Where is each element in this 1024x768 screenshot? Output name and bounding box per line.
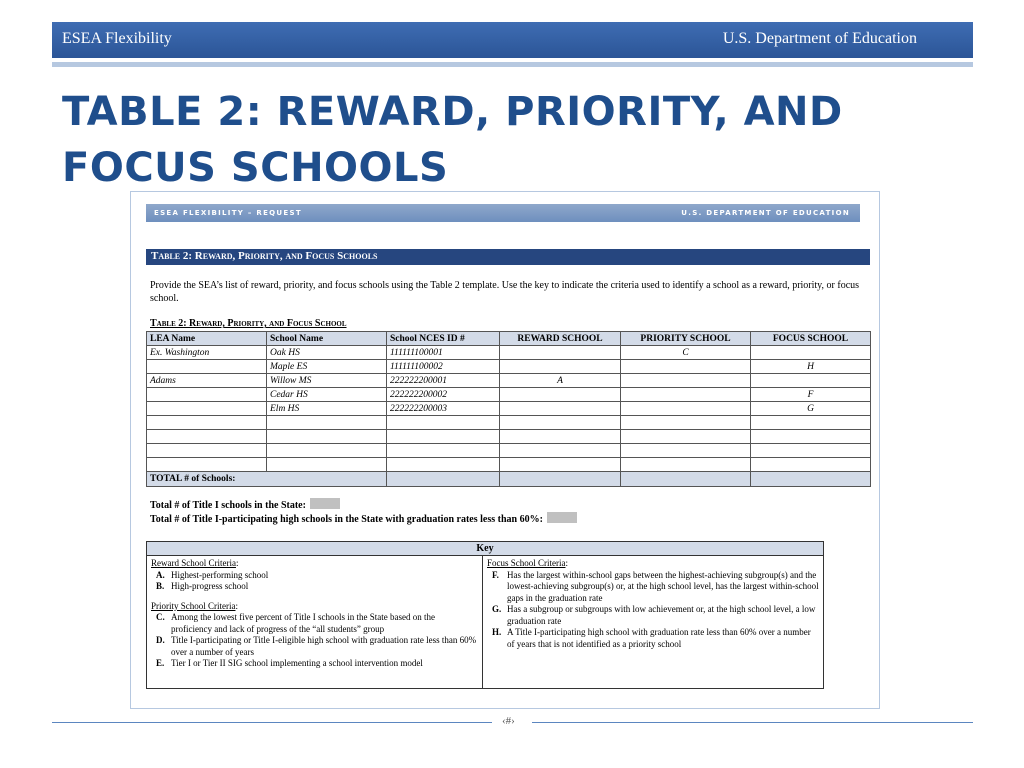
table-cell: F [751,388,871,402]
table-cell [500,458,621,472]
total-title-i-line [150,498,577,512]
table-cell [751,416,871,430]
key-right-column: Focus School Criteria: F. Has the largest within-school gaps between the highest-achieving subgroup(s) and the lowest-achieving subgroup(s) or, at the high school level, has the largest within-school gaps in the graduation rate G. Has a subgroup or subgroups with low achievement or, at the high school level, a low graduation rate H. A Title I-participating high school with graduation rate less than 60% over a number of years that is not identified as a priority school [487,558,819,649]
table-cell [500,416,621,430]
key-box [146,541,824,689]
table-cell [387,430,500,444]
criterion-text: A Title I-participating high school with graduation rate less than 60% over a number of years that is not identified as a priority school [507,627,811,649]
key-criterion [151,570,478,582]
table-cell [147,444,267,458]
table-cell: Maple ES [267,360,387,374]
table-cell: 222222200001 [387,374,500,388]
table-cell [621,430,751,444]
column-header: FOCUS SCHOOL [751,332,871,346]
criterion-letter: D. [156,635,165,645]
footer-line-right [532,722,973,723]
header-left-label: ESEA Flexibility [62,30,172,47]
table-cell [267,444,387,458]
key-criterion [151,658,478,670]
table-cell [621,402,751,416]
focus-criteria-heading: Focus School Criteria [487,558,566,568]
key-left-column: Reward School Criteria: A. Highest-performing school B. High-progress school Priority School Criteria: C. Among the lowest five percent of Title I schools in the State based on the proficiency and lack of progress of the “all students” group D. Title I-participating or Title I-eligible high school with graduation rate less than 60% over a number of years E. Tier I or Tier II SIG school implementing a school intervention model [147,556,483,688]
table-cell [147,416,267,430]
key-criterion [487,570,819,605]
table-cell: C [621,346,751,360]
criterion-letter: C. [156,612,165,622]
table-cell [621,458,751,472]
table-cell: Oak HS [267,346,387,360]
totals-block [150,498,577,526]
table-cell [500,430,621,444]
table-cell: Willow MS [267,374,387,388]
table-cell [267,416,387,430]
blank-field [310,498,340,509]
table-cell: 111111100002 [387,360,500,374]
table-row [147,444,871,458]
column-header: LEA Name [147,332,267,346]
intro-paragraph: Provide the SEA’s list of reward, priority, and focus schools using the Table 2 template. Use the key to indicate the criteria used to identify a school as a reward, priority, or focus school. [150,280,860,304]
reward-criteria-heading: Reward School Criteria [151,558,236,568]
table-cell [147,458,267,472]
column-header: School NCES ID # [387,332,500,346]
table-caption: Table 2: Reward, Priority, and Focus School [150,318,347,329]
table-cell [387,444,500,458]
key-heading: Key [147,542,823,556]
table-cell: Adams [147,374,267,388]
table-cell [751,374,871,388]
criterion-letter: E. [156,658,165,668]
table-row [147,402,871,416]
key-criterion [151,581,478,593]
key-criterion [487,604,819,627]
table-row [147,346,871,360]
table-cell: G [751,402,871,416]
table-cell: 222222200002 [387,388,500,402]
table-cell [500,388,621,402]
table-cell [267,430,387,444]
table-cell [621,388,751,402]
table-cell [147,360,267,374]
table-cell [751,346,871,360]
schools-table [146,331,871,487]
header-right-label: U.S. Department of Education [722,30,917,47]
table-cell: 222222200003 [387,402,500,416]
criterion-text: Has a subgroup or subgroups with low achievement or, at the high school level, a low graduation rate [507,604,816,626]
key-criterion [487,627,819,650]
table-row [147,388,871,402]
table-cell [500,346,621,360]
table-cell [751,430,871,444]
table-cell: Elm HS [267,402,387,416]
table-cell [621,416,751,430]
table-cell [387,458,500,472]
total-title-i-label: Total # of Title I schools in the State: [150,500,306,511]
table-cell: Cedar HS [267,388,387,402]
total-hs-label: Total # of Title I-participating high schools in the State with graduation rates less than 60%: [150,514,543,525]
table-row [147,416,871,430]
key-criterion [151,635,478,658]
table-cell [500,444,621,458]
blank-field [547,512,577,523]
key-criterion [151,612,478,635]
document-bar-right: U.S. DEPARTMENT OF EDUCATION [681,209,850,217]
table-row [147,360,871,374]
table-cell: H [751,360,871,374]
table-cell: A [500,374,621,388]
table-row [147,458,871,472]
table-header-row [147,332,871,346]
criterion-letter: H. [492,627,502,637]
table-cell [621,444,751,458]
table-cell [147,402,267,416]
criterion-text: Title I-participating or Title I-eligible high school with graduation rate less than 60% over a number of years [171,635,477,657]
total-hs-line [150,512,577,526]
document-image [130,191,880,709]
criterion-text: Highest-performing school [171,569,269,580]
page-number: ‹#› [502,715,515,727]
table-cell [751,458,871,472]
table-cell: 111111100001 [387,346,500,360]
table-cell [267,458,387,472]
table-row [147,374,871,388]
criterion-letter: G. [492,604,502,614]
column-header: School Name [267,332,387,346]
criterion-text: Tier I or Tier II SIG school implementing a school intervention model [171,658,423,668]
column-header: PRIORITY SCHOOL [621,332,751,346]
table-cell: Ex. Washington [147,346,267,360]
column-header: REWARD SCHOOL [500,332,621,346]
section-heading: Table 2: Reward, Priority, and Focus Schools [146,249,870,265]
table-cell [751,444,871,458]
criterion-letter: F. [492,569,499,580]
document-header-bar [146,204,860,222]
criterion-text: Among the lowest five percent of Title I schools in the State based on the proficiency and lack of progress of the “all students” group [171,612,435,634]
criterion-text: Has the largest within-school gaps between the highest-achieving subgroup(s) and the lowest-achieving subgroup(s) or, at the high school level, has the largest within-school gaps in the graduation rate [507,569,819,603]
header-divider [52,62,973,67]
priority-criteria-heading: Priority School Criteria [151,600,236,611]
table-cell [621,374,751,388]
table-row [147,430,871,444]
table-cell [500,360,621,374]
total-row [147,472,871,487]
slide-header-band [52,22,973,58]
table-cell [147,430,267,444]
criterion-letter: A. [156,569,165,580]
criterion-letter: B. [156,581,165,591]
footer-line-left [52,722,492,723]
table-cell [387,416,500,430]
table-cell [147,388,267,402]
document-bar-left: ESEA FLEXIBILITY – REQUEST [154,209,302,217]
table-cell [621,360,751,374]
total-label: TOTAL # of Schools: [147,472,387,487]
slide-title: TABLE 2: REWARD, PRIORITY, AND FOCUS SCHOOLS [62,89,843,191]
table-cell [500,402,621,416]
criterion-text: High-progress school [171,581,249,591]
